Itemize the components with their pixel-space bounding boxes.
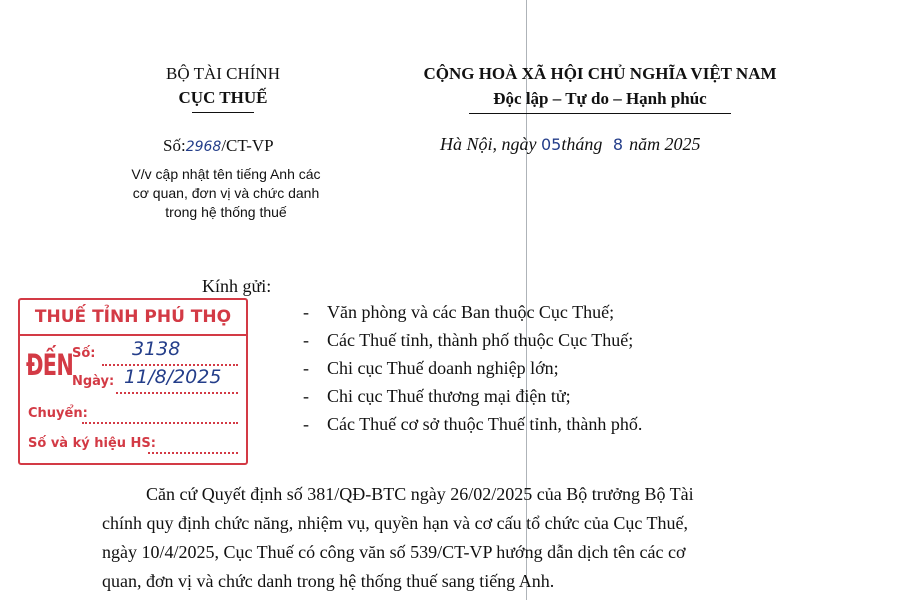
- list-dash: -: [303, 330, 309, 350]
- recipient-text: Chi cục Thuế doanh nghiệp lớn;: [327, 358, 559, 378]
- recipient-item: [303, 410, 642, 438]
- date-prefix: Hà Nội, ngày: [440, 134, 537, 154]
- recipient-item: [303, 354, 642, 382]
- ministry-name: BỘ TÀI CHÍNH: [166, 64, 280, 83]
- date-year: năm 2025: [629, 134, 701, 154]
- country-name: CỘNG HOÀ XÃ HỘI CHỦ NGHĨA VIỆT NAM: [423, 64, 777, 83]
- recipients-list: [303, 298, 642, 438]
- stamp-den-label: ĐẾN: [26, 348, 74, 382]
- recipients-label: Kính gửi:: [202, 276, 272, 296]
- stamp-so-value: 3138: [132, 338, 181, 360]
- number-prefix: Số:: [163, 136, 186, 155]
- list-dash: -: [303, 302, 309, 322]
- list-dash: -: [303, 358, 309, 378]
- national-motto: Độc lập – Tự do – Hạnh phúc: [493, 89, 707, 108]
- number-handwritten: 2968: [185, 139, 222, 155]
- stamp-ngay-label: Ngày:: [72, 374, 115, 389]
- recipient-text: Các Thuế tỉnh, thành phố thuộc Cục Thuế;: [327, 330, 634, 350]
- motto-underline: [469, 113, 731, 114]
- recipient-item: [303, 326, 642, 354]
- date-day: 05: [541, 135, 562, 154]
- subject-block: [108, 165, 344, 222]
- department-name: CỤC THUẾ: [178, 88, 268, 107]
- body-line: Căn cứ Quyết định số 381/QĐ-BTC ngày 26/02/2025 của Bộ trưởng Bộ Tài: [146, 484, 694, 504]
- body-line: ngày 10/4/2025, Cục Thuế có công văn số 539/CT-VP hướng dẫn dịch tên các cơ: [102, 542, 686, 562]
- document-number: [163, 136, 274, 156]
- subject-line: trong hệ thống thuế: [165, 204, 287, 220]
- date-line: [440, 134, 701, 155]
- stamp-ngay-value: 11/8/2025: [124, 366, 222, 388]
- list-dash: -: [303, 414, 309, 434]
- recipient-text: Chi cục Thuế thương mại điện tử;: [327, 386, 571, 406]
- subject-line: cơ quan, đơn vị và chức danh: [132, 185, 320, 201]
- recipient-text: Văn phòng và các Ban thuộc Cục Thuế;: [327, 302, 615, 322]
- date-month: 8: [612, 135, 624, 154]
- agency-header: [128, 62, 318, 113]
- received-stamp: [18, 298, 248, 465]
- recipient-item: [303, 382, 642, 410]
- stamp-ngay-dots: [116, 392, 238, 394]
- list-dash: -: [303, 386, 309, 406]
- recipient-text: Các Thuế cơ sở thuộc Thuế tỉnh, thành phố.: [327, 414, 643, 434]
- number-suffix: /CT-VP: [221, 136, 274, 155]
- stamp-hs-label: Số và ký hiệu HS:: [28, 436, 156, 451]
- stamp-so-label: Số:: [72, 346, 96, 361]
- stamp-chuyen-dots: [82, 422, 238, 424]
- stamp-chuyen-label: Chuyển:: [28, 406, 88, 421]
- recipient-item: [303, 298, 642, 326]
- national-header: [370, 62, 830, 114]
- subject-line: V/v cập nhật tên tiếng Anh các: [131, 166, 321, 182]
- stamp-title: THUẾ TỈNH PHÚ THỌ: [20, 300, 246, 336]
- date-month-word: tháng: [561, 134, 603, 154]
- body-line: chính quy định chức năng, nhiệm vụ, quyền hạn và cơ cấu tổ chức của Cục Thuế,: [102, 513, 689, 533]
- department-underline: [192, 112, 254, 113]
- body-paragraph: [0, 480, 900, 596]
- stamp-hs-dots: [148, 452, 238, 454]
- body-line: quan, đơn vị và chức danh trong hệ thống thuế sang tiếng Anh.: [102, 571, 555, 591]
